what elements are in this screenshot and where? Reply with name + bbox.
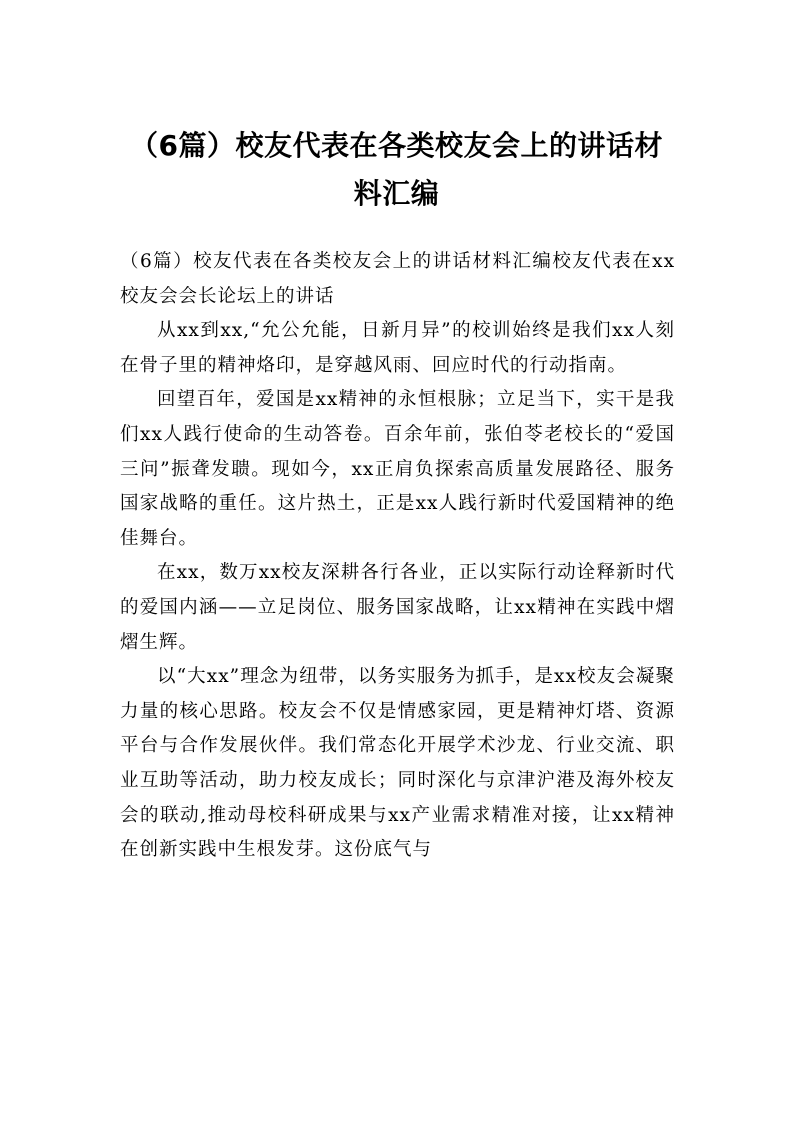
paragraph: 回望百年，爱国是xx精神的永恒根脉；立足当下，实干是我们xx人践行使命的生动答卷。百余年前，张伯苓老校长的“爱国三问”振聋发聩。现如今，xx正肩负探索高质量发展路径、服务国家战略的重任。这片热土，正是xx人践行新时代爱国精神的绝佳舞台。	[120, 389, 675, 549]
title-line-2: 料汇编	[353, 177, 440, 210]
paragraph: 从xx到xx,“允公允能，日新月异”的校训始终是我们xx人刻在骨子里的精神烙印，是穿越风雨、回应时代的行动指南。	[120, 320, 675, 376]
document-title	[110, 122, 683, 218]
title-line-1: （6篇）校友代表在各类校友会上的讲话材	[130, 129, 663, 162]
paragraph-subtitle: （6篇）校友代表在各类校友会上的讲话材料汇编校友代表在xx校友会会长论坛上的讲话	[120, 251, 675, 307]
paragraph: 在xx，数万xx校友深耕各行各业，正以实际行动诠释新时代的爱国内涵——立足岗位、服务国家战略，让xx精神在实践中熠熠生辉。	[120, 562, 675, 653]
document-body	[120, 245, 675, 868]
paragraph: 以“大xx”理念为纽带，以务实服务为抓手，是xx校友会凝聚力量的核心思路。校友会不仅是情感家园，更是精神灯塔、资源平台与合作发展伙伴。我们常态化开展学术沙龙、行业交流、职业互助等活动，助力校友成长；同时深化与京津沪港及海外校友会的联动,推动母校科研成果与xx产业需求精准对接，让xx精神在创新实践中生根发芽。这份底气与	[120, 666, 675, 861]
